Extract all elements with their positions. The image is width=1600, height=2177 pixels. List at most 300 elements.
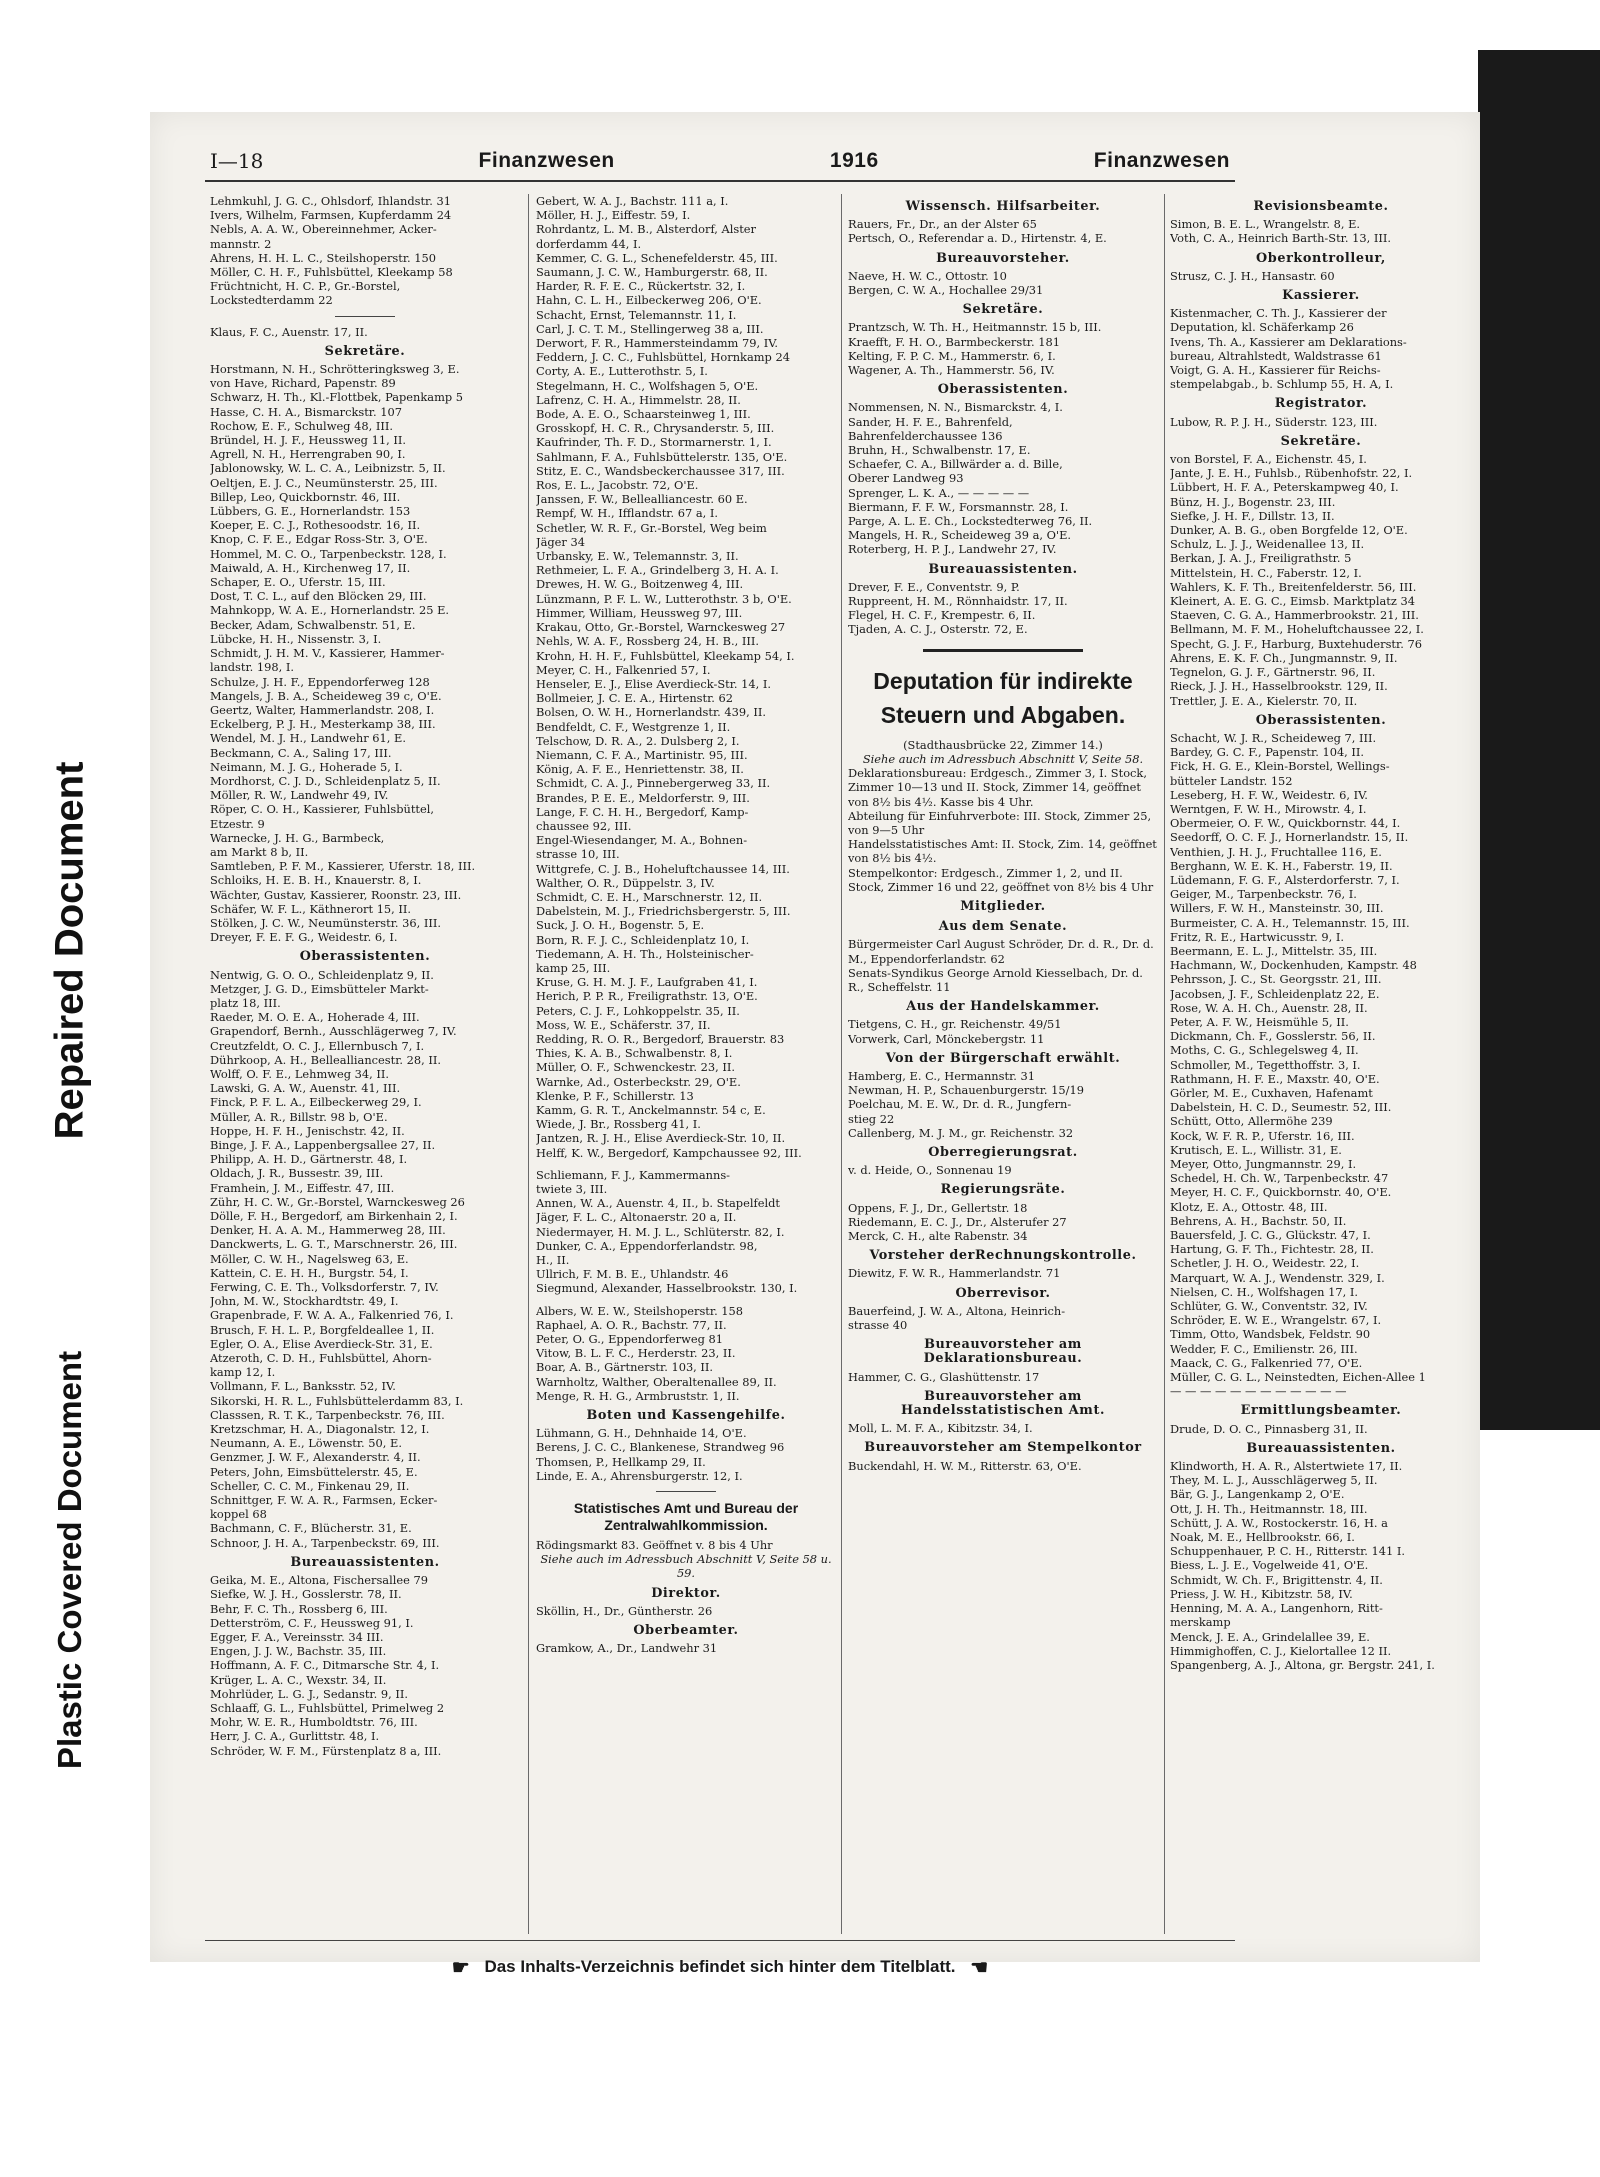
- directory-entry: Willers, F. W. H., Mansteinstr. 30, III.: [1170, 901, 1384, 916]
- directory-entry: Ahrens, H. H. L. C., Steilshoperstr. 150: [210, 250, 437, 265]
- directory-entry: Kraefft, F. H. O., Barmbeckerstr. 181: [848, 334, 1060, 349]
- directory-entry: Kistenmacher, C. Th. J., Kassierer der: [1170, 306, 1387, 321]
- directory-entry: Hoppe, H. F. H., Jenischstr. 42, II.: [210, 1123, 405, 1138]
- directory-entry: Bellmann, M. F. M., Hoheluftchaussee 22, I.: [1170, 622, 1424, 637]
- directory-entry: Schwarz, H. Th., Kl.-Flottbek, Papenkamp 5: [210, 390, 464, 405]
- directory-entry: mannstr. 2: [210, 236, 272, 251]
- directory-entry: Mohr, W. E. R., Humboldtstr. 76, III.: [210, 1715, 418, 1730]
- directory-entry: Schacht, Ernst, Telemannstr. 11, I.: [536, 307, 737, 322]
- section-rule: [656, 1491, 716, 1492]
- directory-entry: Dunker, C. A., Eppendorferlandstr. 98,: [536, 1238, 758, 1253]
- directory-entry: Bruhn, H., Schwalbenstr. 17, E.: [848, 443, 1031, 458]
- directory-entry: strasse 40: [848, 1318, 908, 1332]
- directory-entry: Kleinert, A. E. G. C., Eimsb. Marktplatz 34: [1170, 594, 1415, 609]
- directory-entry: Timm, Otto, Wandsbek, Feldstr. 90: [1170, 1327, 1371, 1342]
- directory-entry: kamp 12, I.: [210, 1365, 276, 1380]
- directory-entry: am Markt 8 b, II.: [210, 844, 309, 859]
- directory-entry: Carl, J. C. T. M., Stellingerweg 38 a, III.: [536, 321, 764, 336]
- section-heading: Direktor.: [651, 1585, 721, 1601]
- directory-entry: Raeder, M. O. E. A., Hoherade 4, III.: [210, 1010, 420, 1025]
- header-year: 1916: [829, 149, 879, 172]
- directory-entry: Parge, A. L. E. Ch., Lockstedterweg 76, II.: [848, 514, 1093, 529]
- directory-entry: Berghann, W. E. K. H., Faberstr. 19, II.: [1170, 858, 1393, 873]
- directory-entry: Schedel, H. Ch. W., Tarpenbeckstr. 47: [1170, 1171, 1389, 1186]
- directory-entry: Jablonowsky, W. L. C. A., Leibnizstr. 5, II.: [210, 461, 446, 476]
- directory-entry: Drewes, H. W. G., Boitzenweg 4, III.: [536, 577, 744, 592]
- reference-note: Siehe auch im Adressbuch Abschnitt V, Seite 58 u. 59.: [540, 1552, 832, 1581]
- directory-entry: Albers, W. E. W., Steilshoperstr. 158: [536, 1303, 744, 1318]
- directory-paragraph: Handelsstatistisches Amt: II. Stock, Zim. 14, geöffnet von 8½ bis 4½.: [848, 837, 1157, 866]
- directory-entry: Harder, R. F. E. C., Rückertstr. 32, I.: [536, 279, 746, 294]
- directory-entry: Möller, R. W., Landwehr 49, IV.: [210, 788, 389, 803]
- directory-entry: Helff, K. W., Bergedorf, Kampchaussee 92, III.: [536, 1145, 802, 1160]
- directory-entry: Wahlers, K. F. Th., Breitenfelderstr. 56, III.: [1170, 579, 1417, 594]
- section-rule: [335, 316, 395, 317]
- directory-entry: Behr, F. C. Th., Rossberg 6, III.: [210, 1601, 388, 1616]
- directory-entry: Specht, G. J. F., Harburg, Buxtehuderstr. 76: [1170, 636, 1422, 651]
- directory-entry: Geika, M. E., Altona, Fischersallee 79: [210, 1573, 428, 1588]
- directory-entry: von Have, Richard, Papenstr. 89: [210, 376, 396, 391]
- directory-entry: Philipp, A. H. D., Gärtnerstr. 48, I.: [210, 1152, 408, 1167]
- directory-entry: Neimann, M. J. G., Hoherade 5, I.: [210, 759, 403, 774]
- directory-entry: Fick, H. G. E., Klein-Borstel, Wellings-: [1170, 759, 1390, 774]
- directory-entry: Jacobsen, J. F., Schleidenplatz 22, E.: [1170, 986, 1380, 1001]
- directory-entry: Wittgrefe, C. J. B., Hoheluftchaussee 14, III.: [536, 861, 790, 876]
- directory-entry: Beermann, E. L. J., Mittelstr. 35, III.: [1170, 943, 1378, 958]
- directory-entry: Brusch, F. H. L. P., Borgfeldeallee 1, II.: [210, 1322, 435, 1337]
- directory-entry: Zühr, H. C. W., Gr.-Borstel, Warnckesweg 26: [210, 1194, 465, 1209]
- directory-entry: Mangels, H. R., Scheideweg 39 a, O'E.: [848, 528, 1072, 543]
- directory-entry: Framhein, J. M., Eiffestr. 47, III.: [210, 1180, 395, 1195]
- directory-entry: Oeltjen, E. J. C., Neumünsterstr. 25, III.: [210, 475, 438, 490]
- directory-entry: Berens, J. C. C., Blankenese, Strandweg 96: [536, 1440, 785, 1455]
- section-heading: Bureauvorsteher am Handelsstatistischen Amt.: [900, 1388, 1106, 1419]
- directory-entry: Dölle, F. H., Bergedorf, am Birkenhain 2, I.: [210, 1209, 458, 1224]
- directory-entry: Siefke, W. J. H., Gosslerstr. 78, II.: [210, 1587, 402, 1602]
- directory-entry: Becker, Adam, Schwalbenstr. 51, E.: [210, 617, 416, 632]
- directory-entry: von Borstel, F. A., Eichenstr. 45, I.: [1170, 452, 1367, 467]
- column-separator: [528, 194, 529, 1934]
- directory-entry: Schacht, W. J. R., Scheideweg 7, III.: [1170, 730, 1377, 745]
- directory-entry: Wendel, M. J. H., Landwehr 61, E.: [210, 731, 406, 746]
- column-separator: [841, 194, 842, 1934]
- directory-entry: Grosskopf, H. C. R., Chrysanderstr. 5, III.: [536, 421, 775, 436]
- directory-entry: Vollmann, F. L., Banksstr. 52, IV.: [210, 1379, 396, 1394]
- directory-entry: Möller, C. W. H., Nagelsweg 63, E.: [210, 1251, 409, 1266]
- directory-entry: Wedder, F. C., Emilienstr. 26, III.: [1170, 1341, 1358, 1356]
- directory-entry: Feddern, J. C. C., Fuhlsbüttel, Hornkamp 24: [536, 350, 790, 365]
- directory-entry: Menck, J. E. A., Grindelallee 39, E.: [1170, 1629, 1370, 1644]
- directory-entry: Oldach, J. R., Bussestr. 39, III.: [210, 1166, 384, 1181]
- directory-paragraph: Deklarationsbureau: Erdgesch., Zimmer 3, I. Stock, Zimmer 10—13 und II. Stock, Zimmer 14, geöffnet von 8½ bis 4½. Kasse bis 4 Uhr.: [848, 766, 1147, 809]
- column-separator: [1164, 194, 1165, 1934]
- directory-entry: Raphael, A. O. R., Bachstr. 77, II.: [536, 1317, 727, 1332]
- directory-entry: stempelabgab., b. Schlump 55, H. A, I.: [1170, 377, 1394, 392]
- section-heading: Oberkontrolleur,: [1256, 250, 1386, 266]
- directory-entry: Wiede, J. Br., Rossberg 41, I.: [536, 1117, 701, 1132]
- directory-entry: Schröder, W. F. M., Fürstenplatz 8 a, III.: [210, 1743, 442, 1758]
- directory-entry: Dabelstein, M. J., Friedrichsbergerstr. 5, III.: [536, 904, 791, 919]
- directory-entry: Krakau, Otto, Gr.-Borstel, Warnckesweg 27: [536, 620, 786, 635]
- directory-entry: Mohrlüder, L. G. J., Sedanstr. 9, II.: [210, 1686, 408, 1701]
- section-heading: Revisionsbeamte.: [1253, 199, 1389, 214]
- directory-entry: bütteler Landstr. 152: [1170, 773, 1293, 788]
- directory-entry: Möller, C. H. F., Fuhlsbüttel, Kleekamp 58: [210, 265, 453, 280]
- directory-entry: Denker, H. A. A. M., Hammerweg 28, III.: [210, 1223, 446, 1238]
- section-heading: Bureauvorsteher am Deklarationsbureau.: [923, 1337, 1083, 1367]
- directory-entry: Egler, O. A., Elise Averdieck-Str. 31, E.: [210, 1336, 433, 1351]
- directory-entry: Seedorff, O. C. F. J., Hornerlandstr. 15, II.: [1170, 830, 1409, 845]
- directory-entry: Krohn, H. H. F., Fuhlsbüttel, Kleekamp 54, I.: [536, 648, 795, 663]
- department-title: Deputation für indirekte Steuern und Abgaben.: [873, 667, 1133, 728]
- directory-entry: Ferwing, C. E. Th., Volksdorferstr. 7, IV.: [210, 1280, 439, 1295]
- directory-entry: Born, R. F. J. C., Schleidenplatz 10, I.: [536, 932, 750, 947]
- directory-entry: Bauersfeld, J. C. G., Glückstr. 47, I.: [1170, 1228, 1371, 1243]
- directory-entry: Lübcke, H. H., Nissenstr. 3, I.: [210, 631, 382, 646]
- directory-entry: Corty, A. E., Lutterothstr. 5, I.: [536, 364, 708, 379]
- directory-entry: Kamm, G. R. T., Anckelmannstr. 54 c, E.: [536, 1103, 766, 1117]
- directory-entry: Jante, J. E. H., Fuhlsb., Rübenhofstr. 22, I.: [1170, 466, 1413, 481]
- section-heading: Vorsteher derRechnungskontrolle.: [869, 1248, 1137, 1264]
- directory-entry: Krutisch, E. L., Willistr. 31, E.: [1170, 1142, 1342, 1157]
- directory-entry: Schmidt, C. E. H., Marschnerstr. 12, II.: [536, 889, 763, 904]
- directory-entry: Behrens, A. H., Bachstr. 50, II.: [1170, 1213, 1347, 1228]
- directory-entry: Hahn, C. L. H., Eilbeckerweg 206, O'E.: [536, 293, 762, 308]
- directory-entry: Poelchau, M. E. W., Dr. d. R., Jungfern-: [848, 1097, 1072, 1112]
- directory-entry: Dabelstein, H. C. D., Seumestr. 52, III.: [1170, 1100, 1392, 1115]
- directory-entry: Leseberg, H. F. W., Weidestr. 6, IV.: [1170, 787, 1368, 802]
- directory-entry: Schütt, J. A. W., Rostockerstr. 16, H. a: [1170, 1515, 1388, 1530]
- directory-entry: Mordhorst, C. J. D., Schleidenplatz 5, II.: [210, 773, 441, 788]
- directory-entry: Suck, J. O. H., Bogenstr. 5, E.: [536, 918, 705, 933]
- directory-entry: Sköllin, H., Dr., Güntherstr. 26: [536, 1603, 713, 1618]
- directory-entry: Diewitz, F. W. R., Hammerlandstr. 71: [848, 1266, 1061, 1281]
- directory-entry: Sahlmann, F. A., Fuhlsbüttelerstr. 135, O'E.: [536, 449, 788, 464]
- section-heading: Kassierer.: [1282, 288, 1360, 304]
- directory-entry: Bolsen, O. W. H., Hornerlandstr. 439, II.: [536, 705, 766, 720]
- directory-entry: v. d. Heide, O., Sonnenau 19: [848, 1163, 1012, 1178]
- section-heading: Oberassistenten.: [937, 382, 1069, 398]
- directory-entry: Jäger, F. L. C., Altonaerstr. 20 a, II.: [536, 1210, 737, 1225]
- directory-entry: Tegnelon, G. J. F., Gärtnerstr. 96, II.: [1170, 665, 1376, 680]
- directory-entry: Schäfer, W. F. L., Käthnerort 15, II.: [210, 901, 412, 916]
- directory-entry: — — — — — — — — — — — —: [1170, 1384, 1347, 1399]
- directory-entry: Peter, A. F. W., Heismühle 5, II.: [1170, 1014, 1349, 1029]
- column-3: [848, 194, 1158, 1934]
- section-heading: Ermittlungsbeamter.: [1240, 1403, 1402, 1419]
- directory-entry: Dührkoop, A. H., Bellealliancestr. 28, II.: [210, 1052, 441, 1067]
- directory-entry: Pertsch, O., Referendar a. D., Hirtenstr. 4, E.: [848, 231, 1107, 246]
- directory-entry: Schliemann, F. J., Kammermanns-: [536, 1167, 731, 1182]
- section-heading: Boten und Kassengehilfe.: [586, 1408, 786, 1424]
- directory-entry: Priess, J. W. H., Kibitzstr. 58, IV.: [1170, 1586, 1353, 1601]
- pointing-hand-left-icon: ☛: [451, 1957, 470, 1979]
- section-heading: Bureauassistenten.: [290, 1554, 440, 1570]
- directory-entry: Dunker, A. B. G., oben Borgfelde 12, O'E.: [1170, 523, 1408, 538]
- scan-edge-shadow: [1478, 50, 1600, 1430]
- directory-entry: Eckelberg, P. J. H., Mesterkamp 38, III.: [210, 717, 436, 732]
- directory-entry: Henseler, E. J., Elise Averdieck-Str. 14, I.: [536, 676, 771, 691]
- directory-entry: Prantzsch, W. Th. H., Heitmannstr. 15 b, III.: [848, 320, 1102, 335]
- directory-entry: Bachmann, C. F., Blücherstr. 31, E.: [210, 1521, 412, 1536]
- directory-entry: Biess, L. J. E., Vogelweide 41, O'E.: [1170, 1558, 1369, 1573]
- section-thick-rule: [923, 649, 1083, 652]
- directory-entry: Bollmeier, J. C. E. A., Hirtenstr. 62: [536, 691, 734, 706]
- directory-entry: Deputation, kl. Schäferkamp 26: [1170, 320, 1354, 335]
- directory-entry: Kelting, F. P. C. M., Hammerstr. 6, I.: [848, 348, 1056, 363]
- header-rule: [205, 180, 1235, 182]
- directory-entry: Roterberg, H. P. J., Landwehr 27, IV.: [848, 542, 1057, 557]
- directory-entry: Klotz, E. A., Ottostr. 48, III.: [1170, 1199, 1328, 1214]
- directory-entry: Meyer, Otto, Jungmannstr. 29, I.: [1170, 1157, 1357, 1171]
- directory-entry: Schlüter, G. W., Conventstr. 32, IV.: [1170, 1299, 1368, 1314]
- directory-entry: Hamberg, E. C., Hermannstr. 31: [848, 1068, 1035, 1083]
- directory-entry: Klindworth, H. A. R., Alstertwiete 17, II.: [1170, 1459, 1403, 1474]
- directory-entry: Rempf, W. H., Ifflandstr. 67 a, I.: [536, 506, 718, 521]
- directory-entry: Moss, W. E., Schäferstr. 37, II.: [536, 1017, 711, 1032]
- directory-entry: Rödingsmarkt 83. Geöffnet v. 8 bis 4 Uhr: [536, 1538, 773, 1553]
- directory-entry: Früchtnicht, H. C. P., Gr.-Borstel,: [210, 279, 401, 294]
- directory-entry: Creutzfeldt, O. C. J., Ellernbusch 7, I.: [210, 1038, 425, 1053]
- directory-entry: Bergen, C. W. A., Hochallee 29/31: [848, 283, 1044, 298]
- directory-entry: Schulz, L. J. J., Weidenallee 13, II.: [1170, 537, 1365, 552]
- directory-entry: Meyer, H. C. F., Quickbornstr. 40, O'E.: [1170, 1185, 1392, 1200]
- directory-entry: Röper, C. O. H., Kassierer, Fuhlsbüttel,: [210, 802, 435, 817]
- directory-entry: Nielsen, C. H., Wolfshagen 17, I.: [1170, 1284, 1358, 1299]
- directory-entry: Geiger, M., Tarpenbeckstr. 76, I.: [1170, 887, 1357, 902]
- directory-entry: Koeper, E. C. J., Rothesoodstr. 16, II.: [210, 518, 421, 533]
- directory-entry: Derwort, F. R., Hammersteindamm 79, IV.: [536, 336, 779, 351]
- directory-entry: Müller, O. F., Schwenckestr. 23, II.: [536, 1060, 735, 1075]
- directory-entry: Strusz, C. J. H., Hansastr. 60: [1170, 268, 1335, 283]
- footer-note: [210, 1955, 1230, 1980]
- directory-entry: Egger, F. A., Vereinsstr. 34 III.: [210, 1629, 384, 1644]
- directory-entry: Thomsen, P., Hellkamp 29, II.: [536, 1454, 706, 1469]
- directory-entry: Lübbert, H. F. A., Peterskampweg 40, I.: [1170, 480, 1399, 495]
- directory-entry: Finck, P. F. L. A., Eilbeckerweg 29, I.: [210, 1095, 422, 1110]
- directory-entry: Dost, T. C. L., auf den Blöcken 29, III.: [210, 589, 427, 604]
- section-heading: Sekretäre.: [324, 343, 406, 359]
- directory-entry: Schulze, J. H. F., Eppendorferweg 128: [210, 674, 430, 689]
- section-heading: Bureauassistenten.: [928, 561, 1078, 577]
- directory-entry: Spangenberg, A. J., Altona, gr. Bergstr. 241, I.: [1170, 1657, 1435, 1672]
- directory-entry: Sprenger, L. K. A., — — — — —: [848, 485, 1030, 500]
- directory-entry: Bünz, H. J., Bogenstr. 23, III.: [1170, 494, 1336, 509]
- directory-entry: Rethmeier, L. F. A., Grindelberg 3, H. A. I.: [536, 563, 779, 578]
- directory-entry: John, M. W., Stockhardtstr. 49, I.: [210, 1294, 399, 1309]
- footer-rule: [205, 1940, 1235, 1941]
- directory-entry: Samtleben, P. F. M., Kassierer, Uferstr. 18, III.: [210, 859, 476, 874]
- directory-entry: Metzger, J. G. D., Eimsbütteler Markt-: [210, 981, 429, 996]
- directory-entry: Fritz, R. E., Hartwicusstr. 9, I.: [1170, 929, 1344, 944]
- directory-entry: Etzestr. 9: [210, 816, 265, 831]
- directory-entry: Meyer, C. H., Falkenried 57, I.: [536, 662, 711, 677]
- directory-entry: Rohrdantz, L. M. B., Alsterdorf, Alster: [536, 222, 756, 237]
- directory-entry: Horstmann, N. H., Schrötteringksweg 3, E.: [210, 362, 460, 377]
- directory-entry: Staeven, C. G. A., Hammerbrookstr. 21, III.: [1170, 608, 1419, 623]
- directory-entry: Peters, C. J. F., Lohkoppelstr. 35, II.: [536, 1003, 740, 1018]
- directory-entry: merskamp: [1170, 1615, 1231, 1630]
- directory-entry: Voth, C. A., Heinrich Barth-Str. 13, III.: [1170, 231, 1391, 246]
- directory-entry: Menge, R. H. G., Armbruststr. 1, II.: [536, 1388, 740, 1403]
- directory-entry: Biermann, F. F. W., Forsmannstr. 28, I.: [848, 499, 1069, 514]
- directory-entry: Schmidt, C. A. J., Pinnebergerweg 33, II.: [536, 776, 771, 791]
- directory-entry: Flegel, H. C. F., Krempestr. 6, II.: [848, 608, 1036, 623]
- directory-entry: Annen, W. A., Auenstr. 4, II., b. Stapelfeldt: [536, 1196, 780, 1211]
- directory-entry: Schmoller, M., Tegetthoffstr. 3, I.: [1170, 1057, 1361, 1072]
- page-number: I—18: [210, 149, 264, 173]
- directory-entry: Schnoor, J. H. A., Tarpenbeckstr. 69, III.: [210, 1535, 440, 1550]
- directory-entry: koppel 68: [210, 1507, 267, 1522]
- section-heading: Oberassistenten.: [1255, 712, 1387, 728]
- directory-entry: Sander, H. F. E., Bahrenfeld,: [848, 414, 1013, 429]
- directory-entry: Redding, R. O. R., Bergedorf, Brauerstr. 83: [536, 1031, 785, 1046]
- section-heading: Oberrevisor.: [955, 1285, 1051, 1301]
- directory-entry: Atzeroth, C. D. H., Fuhlsbüttel, Ahorn-: [210, 1351, 432, 1366]
- directory-entry: Niemann, C. F. A., Martinistr. 95, III.: [536, 747, 748, 762]
- directory-entry: Warnecke, J. H. G., Barmbeck,: [210, 830, 385, 845]
- directory-entry: Billep, Leo, Quickbornstr. 46, III.: [210, 489, 401, 504]
- directory-entry: Drude, D. O. C., Pinnasberg 31, II.: [1170, 1421, 1368, 1436]
- directory-paragraph: Abteilung für Einfuhrverbote: III. Stock, Zimmer 25, von 9—5 Uhr: [848, 808, 1152, 837]
- directory-entry: Moths, C. G., Schlegelsweg 4, II.: [1170, 1043, 1359, 1058]
- directory-entry: Görler, M. E., Cuxhaven, Hafenamt: [1170, 1085, 1373, 1100]
- directory-entry: Jantzen, R. J. H., Elise Averdieck-Str. 10, II.: [536, 1131, 786, 1146]
- section-heading: Von der Bürgerschaft erwählt.: [885, 1050, 1121, 1066]
- directory-entry: Naeve, H. W. C., Ottostr. 10: [848, 268, 1007, 283]
- directory-entry: Hammer, C. G., Glashüttenstr. 17: [848, 1369, 1040, 1384]
- directory-entry: Mittelstein, H. C., Faberstr. 12, I.: [1170, 565, 1362, 580]
- column-1: [210, 194, 520, 1934]
- spacer: [536, 1160, 836, 1168]
- directory-entry: Bründel, H. J. F., Heussweg 11, II.: [210, 433, 406, 448]
- directory-entry: Werntgen, F. W. H., Mirowstr. 4, I.: [1170, 801, 1367, 816]
- directory-entry: Obermeier, O. F. W., Quickbornstr. 44, I.: [1170, 816, 1401, 831]
- section-heading: Aus der Handelskammer.: [906, 999, 1100, 1015]
- directory-entry: Lange, F. C. H. H., Bergedorf, Kamp-: [536, 804, 749, 819]
- directory-entry: Müller, C. G. L., Neinstedten, Eichen-Allee 1: [1170, 1370, 1426, 1385]
- directory-entry: Rauers, Fr., Dr., an der Alster 65: [848, 217, 1037, 232]
- directory-entry: Schuppenhauer, P. C. H., Ritterstr. 141 I.: [1170, 1544, 1405, 1559]
- spacer: [536, 1296, 836, 1304]
- directory-entry: Schmidt, J. H. M. V., Kassierer, Hammer-: [210, 646, 445, 661]
- directory-entry: bureau, Altrahlstedt, Waldstrasse 61: [1170, 348, 1382, 363]
- directory-entry: Classsen, R. T. K., Tarpenbeckstr. 76, III.: [210, 1407, 445, 1422]
- directory-entry: Schaper, E. O., Uferstr. 15, III.: [210, 575, 386, 590]
- directory-entry: Lüdemann, F. G. F., Alsterdorferstr. 7, I.: [1170, 872, 1400, 887]
- directory-entry: landstr. 198, I.: [210, 660, 295, 675]
- directory-entry: Boar, A. B., Gärtnerstr. 103, II.: [536, 1360, 714, 1375]
- directory-entry: Danckwerts, L. G. T., Marschnerstr. 26, III.: [210, 1237, 458, 1252]
- directory-entry: Linde, E. A., Ahrensburgerstr. 12, I.: [536, 1468, 743, 1483]
- directory-entry: Gramkow, A., Dr., Landwehr 31: [536, 1641, 718, 1656]
- directory-entry: Ros, E. L., Jacobstr. 72, O'E.: [536, 478, 699, 493]
- directory-entry: Tjaden, A. C. J., Osterstr. 72, E.: [848, 622, 1028, 637]
- directory-entry: Ivens, Th. A., Kassierer am Deklarations-: [1170, 334, 1407, 349]
- directory-entry: Oppens, F. J., Dr., Gellertstr. 18: [848, 1200, 1028, 1215]
- directory-entry: Voigt, G. A. H., Kassierer für Reichs-: [1170, 363, 1381, 378]
- directory-entry: Bode, A. E. O., Schaarsteinweg 1, III.: [536, 407, 751, 422]
- directory-entry: Hachmann, W., Dockenhuden, Kampstr. 48: [1170, 958, 1417, 973]
- directory-entry: Schütt, Otto, Allermöhe 239: [1170, 1114, 1333, 1129]
- directory-entry: Lockstedterdamm 22: [210, 293, 333, 308]
- directory-entry: Knop, C. F. E., Edgar Ross-Str. 3, O'E.: [210, 532, 428, 547]
- directory-entry: Brandes, P. E. E., Meldorferstr. 9, III.: [536, 790, 750, 805]
- directory-entry: Pehrsson, J. C., St. Georgsstr. 21, III.: [1170, 972, 1382, 987]
- directory-entry: Warnke, Ad., Osterbeckstr. 29, O'E.: [536, 1074, 741, 1089]
- directory-entry: Telschow, D. R. A., 2. Dulsberg 2, I.: [536, 733, 740, 748]
- directory-entry: Saumann, J. C. W., Hamburgerstr. 68, II.: [536, 265, 768, 280]
- directory-entry: Peter, O. G., Eppendorferweg 81: [536, 1332, 723, 1347]
- directory-entry: Bär, G. J., Langenkamp 2, O'E.: [1170, 1487, 1345, 1502]
- section-heading: Oberbeamter.: [633, 1623, 739, 1639]
- directory-entry: Detterström, C. F., Heussweg 91, I.: [210, 1615, 414, 1630]
- directory-entry: Walther, O. R., Düppelstr. 3, IV.: [536, 875, 715, 890]
- directory-entry: Maiwald, A. H., Kirchenweg 17, II.: [210, 560, 411, 575]
- directory-entry: Bauerfeind, J. W. A., Altona, Heinrich-: [848, 1303, 1066, 1318]
- directory-entry: Stitz, E. C., Wandsbeckerchaussee 317, III.: [536, 463, 785, 478]
- directory-entry: Tietgens, C. H., gr. Reichenstr. 49/51: [848, 1017, 1062, 1032]
- directory-entry: Oberer Landweg 93: [848, 471, 964, 486]
- directory-entry: Siegmund, Alexander, Hasselbrookstr. 130, I.: [536, 1281, 798, 1296]
- directory-entry: Lubow, R. P. J. H., Süderstr. 123, III.: [1170, 414, 1378, 429]
- directory-entry: Mangels, J. B. A., Scheideweg 39 c, O'E.: [210, 688, 442, 703]
- directory-entry: Henning, M. A. A., Langenhorn, Ritt-: [1170, 1601, 1383, 1616]
- directory-entry: Gebert, W. A. J., Bachstr. 111 a, I.: [536, 194, 729, 208]
- directory-entry: Simon, B. E. L., Wrangelstr. 8, E.: [1170, 217, 1361, 232]
- directory-entry: Ruppreent, H. M., Rönnhaidstr. 17, II.: [848, 594, 1068, 609]
- directory-entry: Hasse, C. H. A., Bismarckstr. 107: [210, 404, 402, 419]
- side-label-repaired: [40, 640, 100, 1260]
- directory-entry: dorferdamm 44, I.: [536, 236, 642, 251]
- directory-entry: Maack, C. G., Falkenried 77, O'E.: [1170, 1355, 1363, 1370]
- directory-entry: Wächter, Gustav, Kassierer, Roonstr. 23, III.: [210, 887, 462, 902]
- directory-entry: Klaus, F. C., Auenstr. 17, II.: [210, 324, 368, 339]
- directory-entry: They, M. L. J., Ausschlägerweg 5, II.: [1170, 1473, 1378, 1488]
- directory-entry: Schetler, W. R. F., Gr.-Borstel, Weg beim: [536, 520, 767, 535]
- directory-paragraph: Bürgermeister Carl August Schröder, Dr. d. R., Dr. d. M., Eppendorferlandstr. 62: [848, 937, 1154, 966]
- directory-entry: Mahnkopp, W. A. E., Hornerlandstr. 25 E.: [210, 603, 450, 618]
- directory-entry: Rieck, J. J. H., Hasselbrookstr. 129, II.: [1170, 679, 1388, 694]
- section-heading: Mitglieder.: [960, 898, 1046, 914]
- directory-entry: Geertz, Walter, Hammerlandstr. 208, I.: [210, 702, 435, 717]
- directory-entry: chaussee 92, III.: [536, 818, 632, 833]
- directory-entry: H., II.: [536, 1253, 570, 1268]
- directory-entry: Wagener, A. Th., Hammerstr. 56, IV.: [848, 363, 1055, 378]
- header-left-title: Finanzwesen: [478, 149, 615, 172]
- section-heading: Oberassistenten.: [299, 949, 431, 965]
- section-heading: Bureauassistenten.: [1246, 1440, 1396, 1456]
- directory-paragraph: Stempelkontor: Erdgesch., Zimmer 1, 2, und II. Stock, Zimmer 16 und 22, geöffnet von 8½ bis 4 Uhr: [848, 865, 1154, 894]
- directory-entry: Neumann, A. E., Löwenstr. 50, E.: [210, 1436, 402, 1451]
- directory-entry: twiete 3, III.: [536, 1182, 608, 1197]
- directory-entry: Bendfeldt, C. F., Westgrenze 1, II.: [536, 719, 731, 734]
- directory-entry: Ott, J. H. Th., Heitmannstr. 18, III.: [1170, 1501, 1368, 1516]
- directory-entry: Hommel, M. C. O., Tarpenbeckstr. 128, I.: [210, 546, 447, 561]
- directory-entry: Venthien, J. H. J., Fruchtallee 116, E.: [1170, 844, 1382, 859]
- directory-entry: Siefke, J. H. F., Dillstr. 13, II.: [1170, 508, 1335, 523]
- directory-entry: Grapenbrade, F. W. A. A., Falkenried 76, I.: [210, 1308, 454, 1323]
- scan-background: [0, 0, 1600, 50]
- directory-entry: Merck, C. H., alte Rabenstr. 34: [848, 1228, 1028, 1243]
- directory-entry: Klenke, P. F., Schillerstr. 13: [536, 1088, 694, 1103]
- directory-entry: Schmidt, W. Ch. F., Brigittenstr. 4, II.: [1170, 1572, 1383, 1587]
- directory-entry: Herich, P. P. R., Freiligrathstr. 13, O'E.: [536, 989, 758, 1004]
- directory-entry: Kattein, C. E. H. H., Burgstr. 54, I.: [210, 1265, 409, 1280]
- directory-entry: Schaefer, C. A., Billwärder a. d. Bille,: [848, 457, 1063, 472]
- directory-entry: Trettler, J. E. A., Kielerstr. 70, II.: [1170, 693, 1358, 708]
- directory-entry: Rathmann, H. F. E., Maxstr. 40, O'E.: [1170, 1071, 1380, 1086]
